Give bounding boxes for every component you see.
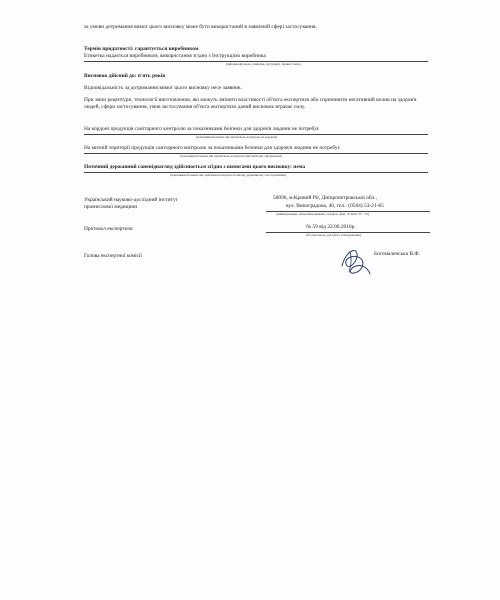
validity-heading: Висновок дійсний до: п'ять років: [84, 73, 166, 79]
institute-name-line1: Український науково-дослідний інститут: [84, 197, 179, 203]
protocol-caption: (№ протоколу, дата його затвердження): [306, 232, 362, 237]
label-info-caption: (інформація щодо етикетки, інструкції, правил тощо): [226, 61, 301, 66]
protocol-number: № 59 від 22.06.2016р.: [306, 224, 356, 230]
protocol-label: Протокол експертизи: [84, 226, 133, 232]
responsibility-text: Відповідальність за дотримання вимог цього висновку несе заявник.: [84, 85, 243, 91]
chairman-name: Богомаленська В.Ф.: [374, 251, 420, 257]
institute-address-caption: (найменування, місцезнаходження, телефон, факс, E-mail, W³ - W): [276, 211, 370, 216]
current-supervision-text: Поточний державний санепіднагляд здійснюється згідно з вимогами цього висновку: нема: [84, 164, 306, 170]
institute-address-line1: 50096, м.Кривий Ріг, Дніпропетровської обл.,: [273, 195, 377, 201]
border-control-caption: (показники безпеки, які підлягають контролю на кордоні): [196, 134, 277, 139]
signature-image: [336, 244, 376, 278]
customs-control-caption: (показники безпеки, які підлягають контролю при митному оформленні): [180, 153, 283, 158]
current-supervision-caption: (показники безпеки, які здійснюються при поточному державному спостереженні): [170, 172, 287, 177]
institute-address-line2: вул. Виноградова, 40, тел.: (0564) 53-21-85: [286, 203, 384, 209]
customs-control-text: На митній території продукція санітарного контролю за показниками безпеки для здоров'я людини не потребує: [84, 145, 340, 151]
intro-line: за умови дотримання вимог цього висновку може бути використаний в заявленій сфері застосування.: [84, 24, 317, 30]
chairman-label: Голова експертної комісії: [84, 253, 143, 259]
change-paragraph: При зміні рецептури, технології виготовлення, які можуть змінити властивості об'єкта експертизи або спричинити негативний вплив на здоров'я людей, сфери застосування, умов застосування об'єкта експертизи даний висновок втрачає силу.: [84, 97, 417, 111]
institute-name-line2: промислової медицини: [84, 204, 138, 210]
label-info-text: Етикетка надається виробником, використання згідно з Інструкцією виробника: [84, 53, 266, 59]
shelf-life-heading: Термін придатності: гарантується виробником: [84, 46, 199, 52]
border-control-text: На кордоні продукція санітарного контролю за показниками безпеки для здоров'я людини не потребує: [84, 126, 320, 132]
